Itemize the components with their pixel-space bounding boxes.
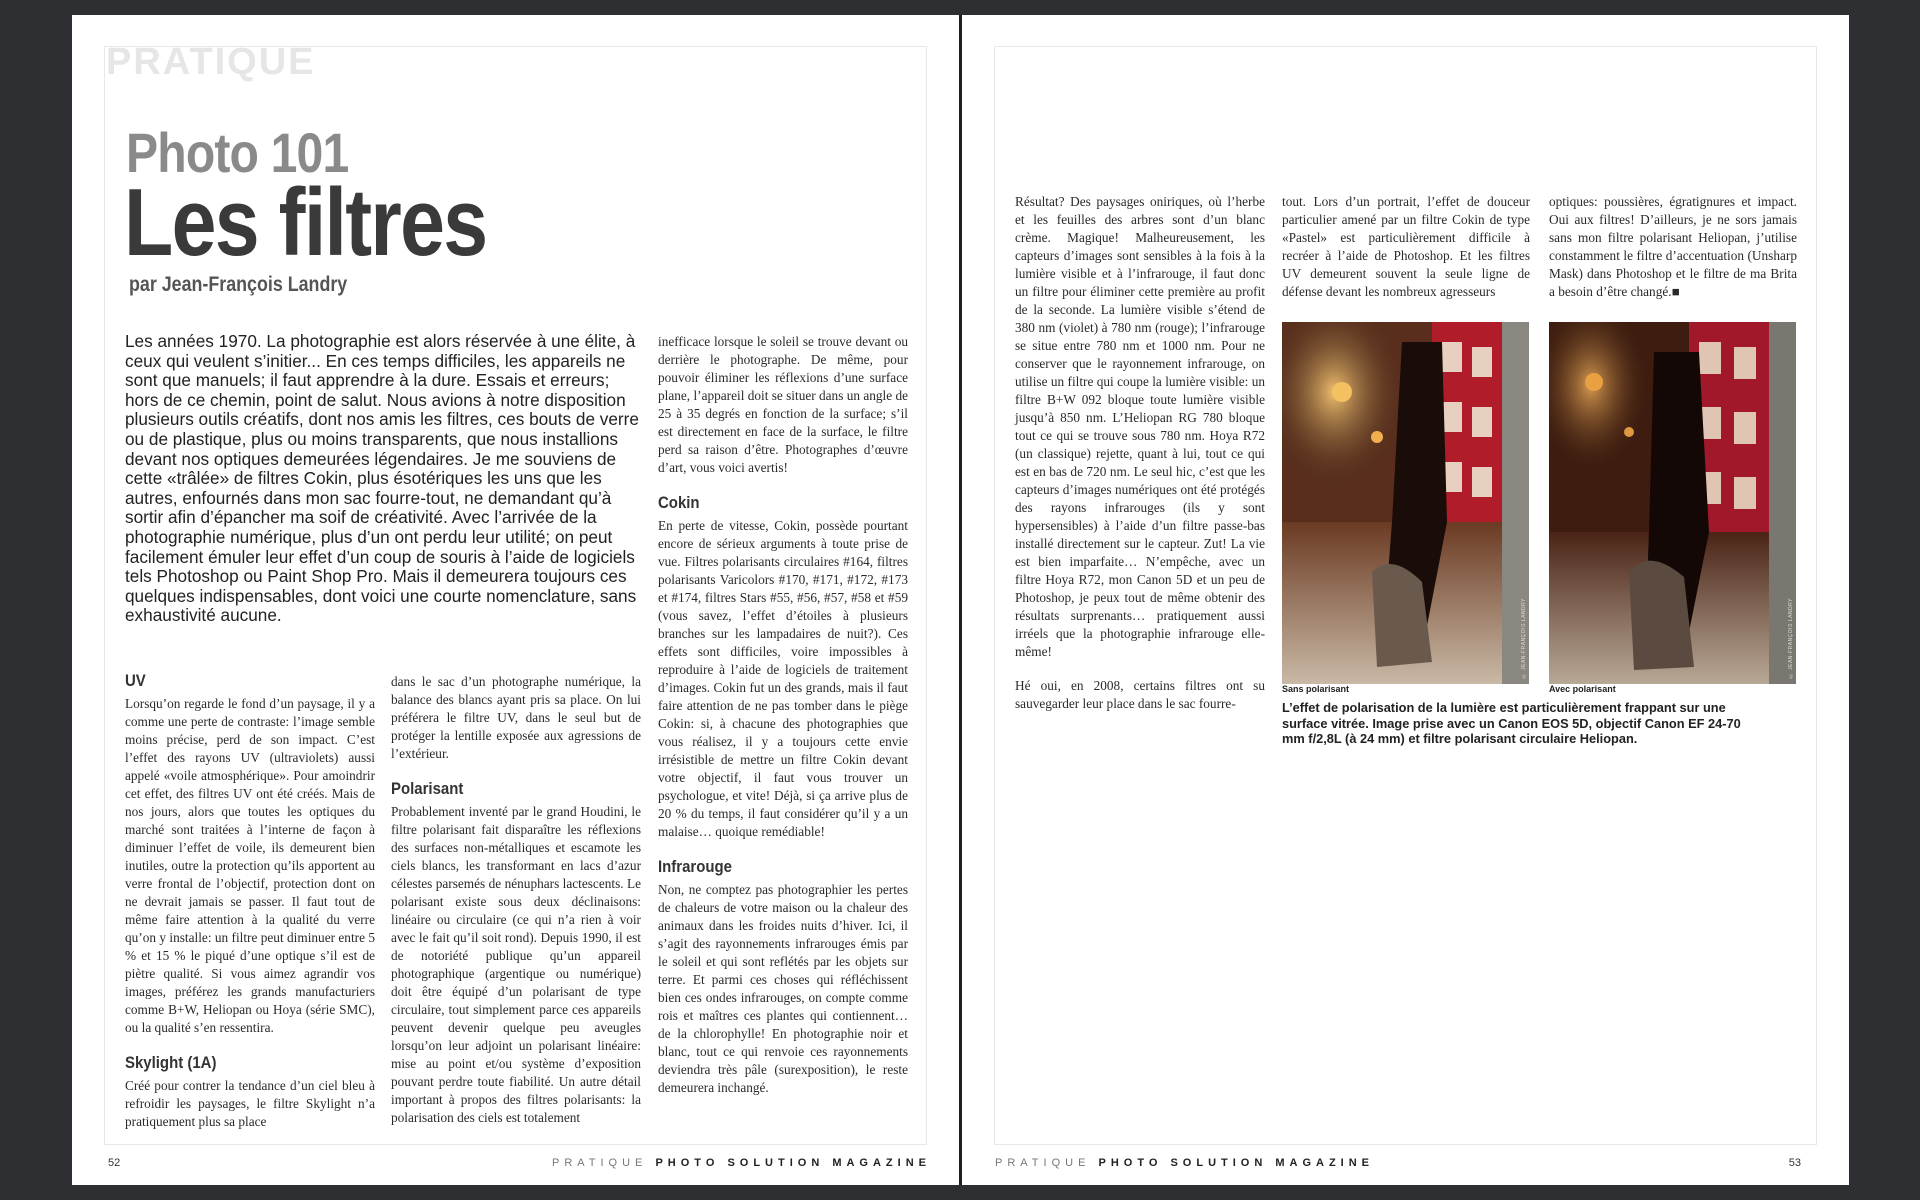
text-column-3: [658, 333, 908, 1143]
page-footer: [995, 1157, 1374, 1169]
paragraph-polarisant-continued: inefficace lorsque le soleil se trouve devant ou derrière le photographe. De même, pour pouvoir éliminer les réflexions d’une surface plane, l’appareil doit se situer dans un angle de 25 à 35 degrés en fonction de la surface; s’il est directement en face de la surface, le filtre perd sa raison d’être. Photographes d’œuvre d’art, vous voici avertis!: [658, 334, 908, 475]
paragraph-final-text: optiques: poussières, égratignures et impact. Oui aux filtres! D’ailleurs, je ne sors jamais sans mon filtre polarisant Heliopan, j’utilise constamment le filtre d’accentuation (Unsharp Mask) dans Photoshop et le filtre de ma Brita a besoin d’être changé.: [1549, 194, 1797, 299]
paragraph-skylight: Créé pour contrer la tendance d’un ciel bleu à refroidir les paysages, le filtre Skylight n’a pratiquement plus sa place: [125, 1078, 375, 1129]
heading-skylight: Skylight (1A): [125, 1053, 217, 1072]
paragraph-uv: Lorsqu’on regarde le fond d’un paysage, il y a comme une perte de contraste: l’image semble moins précise, perd de son impact. C’est l’effet des rayons UV (ultraviolets) aussi appelé «voile atmosphérique». Pour amoindrir cet effet, des filtres UV ont été créés. Mais de nos jours, alors que toutes les optiques du marché sont traitées à l’interne de façon à diminuer l’effet de voile, ils demeurent bien inutiles, outre la protection qu’ils apportent au verre frontal de l’objectif, protection dont on ne devrait jamais se passer. Il faut tout de même faire attention à la qualité du verre qu’on y installe: un filtre peut diminuer entre 5 % et 15 % le piqué d’une optique s’il est de piètre qualité. Si vous aimez agrandir vos images, préférez les grands manufacturiers comme B+W, Heliopan ou Hoya (série SMC), ou la qualité s’en ressentira.: [125, 696, 375, 1035]
left-page: [72, 15, 959, 1185]
paragraph-final: [1549, 193, 1797, 301]
text-column-2: [1282, 193, 1530, 319]
right-page: [962, 15, 1849, 1185]
photo-caption: L’effet de polarisation de la lumière est particulièrement frappant sur une surface vitrée. Image prise avec un Canon EOS 5D, objectif Canon EF 24-70 mm f/2,8L (à 24 mm) et filtre polarisant circulaire Heliopan.: [1282, 700, 1741, 746]
heading-infrarouge: Infrarouge: [658, 857, 732, 876]
footer-magazine: PHOTO SOLUTION MAGAZINE: [1098, 1157, 1375, 1169]
article-intro: Les années 1970. La photographie est alors réservée à une élite, à ceux qui veulent s’initier... En ces temps difficiles, les appareils ne sont que manuels; il faut apprendre à la dure. Essais et erreurs; hors de ce chemin, point de salut. Nous avions à notre disposition plusieurs outils créatifs, dont nos amis les filtres, ces bouts de verre ou de plastique, plus ou moins transparents, que nous installions devant nos optiques demeurées légendaires. Je me souviens de cette «trâlée» de filtres Cokin, plus ésotériques les uns que les autres, enfournés dans mon sac fourre-tout, ne demandant qu’à sortir afin d’épancher ma soif de créativité. Avec l’arrivée de la photographie numérique, plus d’un ont perdu leur utilité; on peut facilement émuler leur effet d’un coup de souris à l’aide de logiciels tels Photoshop ou Paint Shop Pro. Mais il demeurera toujours ces quelques indispensables, dont voici une courte nomenclature, sans exhaustivité aucune.: [125, 331, 639, 626]
heading-cokin: Cokin: [658, 493, 700, 512]
paragraph-cokin: En perte de vitesse, Cokin, possède pourtant encore de sérieux arguments à toute prise de vue. Filtres polarisants circulaires #164, filtres polarisants Varicolors #170, #171, #172, #173 et #174, filtres Stars #55, #56, #57, #58 et #59 (vous savez, l’effet d’étoiles à plusieurs branches sur les lampadaires de nuit?). Ces effets sont difficiles, voire impossibles à reproduire à l’aide de logiciels de traitement d’images. Cokin fut un des grands, mais il faut faire attention de ne pas tomber dans le piège Cokin: si, à chacune des photographies que vous réalisez, il y a toujours cette envie irrésistible de mettre un filtre Cokin devant votre objectif, il faut vous trouver un psychologue, et vite! Déjà, si ça arrive plus de 20 % du temps, il faut considérer qu’il y a un malaise… quoique remédiable!: [658, 518, 908, 839]
paragraph-conclusion: Hé oui, en 2008, certains filtres ont su sauvegarder leur place dans le sac fourre-: [1015, 678, 1265, 711]
photo-sans-polarisant: [1282, 322, 1529, 684]
page-number: 52: [108, 1157, 121, 1169]
article-title: Les filtres: [124, 169, 487, 276]
footer-section: PRATIQUE: [551, 1157, 656, 1169]
end-mark: ■: [1671, 284, 1680, 299]
photo-credit: © JEAN-FRANÇOIS LANDRY: [1788, 597, 1794, 678]
text-column-1: [125, 671, 375, 1129]
paragraph-conclusion-continued: tout. Lors d’un portrait, l’effet de douceur particulier amené par un filtre Cokin de type «Pastel» est particulièrement difficile à recréer à l’aide de Photoshop. Et les filtres UV demeurent souvent la seule ligne de défense devant les nombreux agresseurs: [1282, 194, 1530, 299]
text-column-1: [1015, 193, 1265, 753]
paragraph-infrarouge-continued: Résultat? Des paysages oniriques, où l’herbe et les feuilles des arbres sont d’un blanc crème. Magique! Malheureusement, les capteurs d’images sont sensibles à la fois à la lumière visible et à l’infrarouge, il faut donc un filtre pour éliminer cette première au profit de la seconde. La lumière visible s’étend de 380 nm (violet) à 780 nm (rouge); l’infrarouge se situe entre 780 nm et 1000 nm. Pour ne conserver que le rayonnement infrarouge, on utilise un filtre qui coupe la lumière visible: un filtre B+W 092 bloque toute lumière visible jusqu’à 850 nm. L’Heliopan RG 780 bloque tout ce qui se trouve sous 780 nm. Hoya R72 (un classique) rejette, quant à lui, tout ce qui est en bas de 720 nm. Le seul hic, c’est que les capteurs d’images numériques ont été protégés des rayons infrarouges (ils y sont hypersensibles) à l’aide d’un filtre passe-bas installé directement sur le capteur. Zut! La vie est bien imparfaite… N’empêche, avec un filtre Hoya R72, mon Canon 5D et un peu de Photoshop, je peux tout de même obtenir des résultats surprenants… pratiquement aussi irréels que la photographie infrarouge elle-même!: [1015, 194, 1265, 659]
heading-polarisant: Polarisant: [391, 779, 464, 798]
footer-magazine: PHOTO SOLUTION MAGAZINE: [655, 1157, 931, 1169]
heading-uv: UV: [125, 671, 146, 690]
text-column-2: [391, 673, 641, 1143]
page-footer: [552, 1157, 931, 1169]
paragraph-skylight-continued: dans le sac d’un photographe numérique, la balance des blancs ayant pris sa place. On lui préférera le filtre UV, dans le seul but de protéger la lentille exposée aux agressions de l’extérieur.: [391, 674, 641, 761]
section-tag: PRATIQUE: [106, 41, 316, 83]
text-column-3: [1549, 193, 1797, 319]
article-byline: par Jean-François Landry: [129, 273, 348, 296]
article-kicker: Photo 101: [126, 121, 349, 184]
photo-label-right: Avec polarisant: [1549, 684, 1616, 694]
photo-label-left: Sans polarisant: [1282, 684, 1350, 694]
paragraph-infrarouge: Non, ne comptez pas photographier les pertes de chaleurs de votre maison ou la chaleur des animaux dans les froides nuits d’hiver. Ici, il s’agit des rayonnements infrarouges émis par le soleil et qui sont reflétés par les objets sur terre. Et parmi ces choses qui réfléchissent bien ces ondes infrarouges, on compte comme rois et maîtres ces plantes qui contiennent… de la chlorophylle! En photographie noir et blanc, tout ce qui renvoie ces rayonnements deviendra très pâle (surexposition), le reste demeurera inchangé.: [658, 882, 908, 1095]
paragraph-polarisant: Probablement inventé par le grand Houdini, le filtre polarisant fait disparaître les réflexions des surfaces non-métalliques et escamote les ciels blancs, les transformant en lacs d’azur célestes parsemés de nénuphars lactescents. Le polarisant existe sous deux déclinaisons: linéaire ou circulaire (ce qui n’a rien à voir avec le fait qu’il soit rond). Depuis 1990, il est de notoriété publique qu’un appareil photographique (argentique ou numérique) doit être équipé d’un polarisant de type circulaire, tout simplement parce ces appareils peuvent devenir quelque peu aveugles lorsqu’on leur adjoint un polarisant linéaire: mise au point et/ou système d’exposition pouvant perdre toute fiabilité. Un autre détail important à propos des filtres polarisants: la polarisation des ciels est totalement: [391, 804, 641, 1125]
photo-credit: © JEAN-FRANÇOIS LANDRY: [1521, 597, 1527, 678]
photo-avec-polarisant: [1549, 322, 1796, 684]
page-number: 53: [1788, 1157, 1801, 1169]
footer-section: PRATIQUE: [995, 1157, 1099, 1169]
